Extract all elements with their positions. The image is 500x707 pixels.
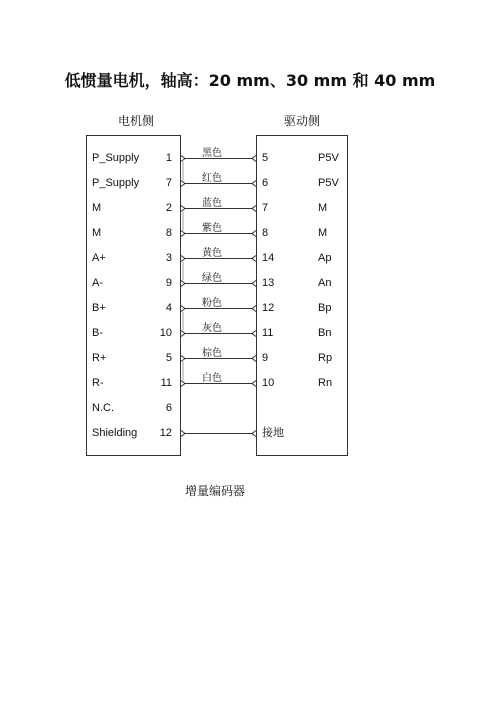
drive-signal-label: Rp: [318, 352, 333, 364]
motor-signal-label: N.C.: [92, 402, 114, 414]
motor-pin-number: 5: [165, 352, 172, 364]
drive-pin-number: 5: [262, 152, 269, 164]
motor-signal-label: R+: [92, 352, 107, 364]
drive-signal-label: Rn: [318, 377, 333, 389]
drive-pin-terminal: [252, 231, 256, 237]
motor-pin-number: 2: [165, 202, 172, 214]
wire-color-label: 绿色: [202, 272, 222, 284]
motor-pin-number: 10: [159, 327, 172, 339]
motor-pin-terminal: [181, 231, 185, 237]
motor-pin-number: 9: [165, 277, 172, 289]
drive-pin-number: 接地: [262, 427, 284, 439]
wire-color-label: 蓝色: [202, 197, 222, 209]
wire-color-label: 白色: [202, 372, 222, 384]
motor-pin-terminal: [181, 181, 185, 187]
drive-pin-terminal: [252, 306, 256, 312]
drive-pin-terminal: [252, 381, 256, 387]
motor-pin-terminal: [181, 356, 185, 362]
motor-signal-label: A-: [92, 277, 103, 289]
drive-pin-terminal: [252, 206, 256, 212]
wire-color-label: 黄色: [202, 247, 222, 259]
wire-color-label: 红色: [202, 172, 222, 184]
wire-color-label: 棕色: [202, 347, 222, 359]
drive-signal-label: Bn: [318, 327, 332, 339]
drive-signal-label: Bp: [318, 302, 332, 314]
drive-pin-number: 11: [262, 327, 274, 339]
drive-signal-label: M: [318, 227, 328, 239]
drive-pin-terminal: [252, 281, 256, 287]
page-title: 低惯量电机，轴高：20 mm、30 mm 和 40 mm: [64, 71, 436, 90]
motor-pin-terminal: [181, 281, 185, 287]
drive-pin-terminal: [252, 256, 256, 262]
wire-color-label: 粉色: [202, 297, 222, 309]
drive-signal-label: M: [318, 202, 328, 214]
motor-signal-label: M: [92, 202, 102, 214]
drive-pin-terminal: [252, 331, 256, 337]
motor-pin-terminal: [181, 306, 185, 312]
drive-pin-number: 8: [262, 227, 269, 239]
motor-pin-number: 3: [165, 252, 172, 264]
drive-pin-terminal: [252, 181, 256, 187]
motor-signal-label: P_Supply: [92, 177, 140, 189]
drive-pin-number: 9: [262, 352, 269, 364]
motor-signal-label: R-: [92, 377, 104, 389]
motor-signal-label: B-: [92, 327, 103, 339]
motor-pin-terminal: [181, 156, 185, 162]
wire-color-label: 紫色: [202, 222, 222, 234]
motor-signal-label: Shielding: [92, 427, 138, 439]
drive-signal-label: An: [318, 277, 332, 289]
drive-signal-label: P5V: [318, 177, 339, 189]
motor-pin-number: 7: [165, 177, 172, 189]
diagram-caption: 增量编码器: [184, 484, 245, 498]
drive-pin-number: 7: [262, 202, 269, 214]
motor-pin-terminal: [181, 206, 185, 212]
drive-pin-terminal: [252, 356, 256, 362]
motor-signal-label: A+: [92, 252, 106, 264]
drive-pin-number: 12: [262, 302, 275, 314]
motor-signal-label: M: [92, 227, 102, 239]
motor-pin-number: 8: [165, 227, 172, 239]
drive-pin-number: 13: [262, 277, 275, 289]
motor-pin-terminal: [181, 331, 185, 337]
motor-pin-terminal: [181, 431, 185, 437]
drive-pin-terminal: [252, 431, 256, 437]
motor-pin-number: 1: [165, 152, 172, 164]
motor-pin-number: 12: [159, 427, 172, 439]
drive-pin-number: 10: [262, 377, 275, 389]
wire-color-label: 黑色: [202, 147, 222, 159]
motor-side-header: 电机侧: [118, 114, 155, 128]
drive-side-header: 驱动侧: [284, 114, 321, 128]
motor-pin-number: 11: [160, 377, 172, 389]
motor-pin-number: 6: [165, 402, 172, 414]
drive-pin-terminal: [252, 156, 256, 162]
drive-pin-number: 6: [262, 177, 269, 189]
motor-signal-label: P_Supply: [92, 152, 140, 164]
motor-pin-terminal: [181, 381, 185, 387]
motor-pin-number: 4: [165, 302, 172, 314]
motor-pin-terminal: [181, 256, 185, 262]
drive-signal-label: Ap: [318, 252, 332, 264]
wire-color-label: 灰色: [202, 322, 222, 334]
motor-signal-label: B+: [92, 302, 106, 314]
drive-signal-label: P5V: [318, 152, 339, 164]
drive-pin-number: 14: [262, 252, 275, 264]
